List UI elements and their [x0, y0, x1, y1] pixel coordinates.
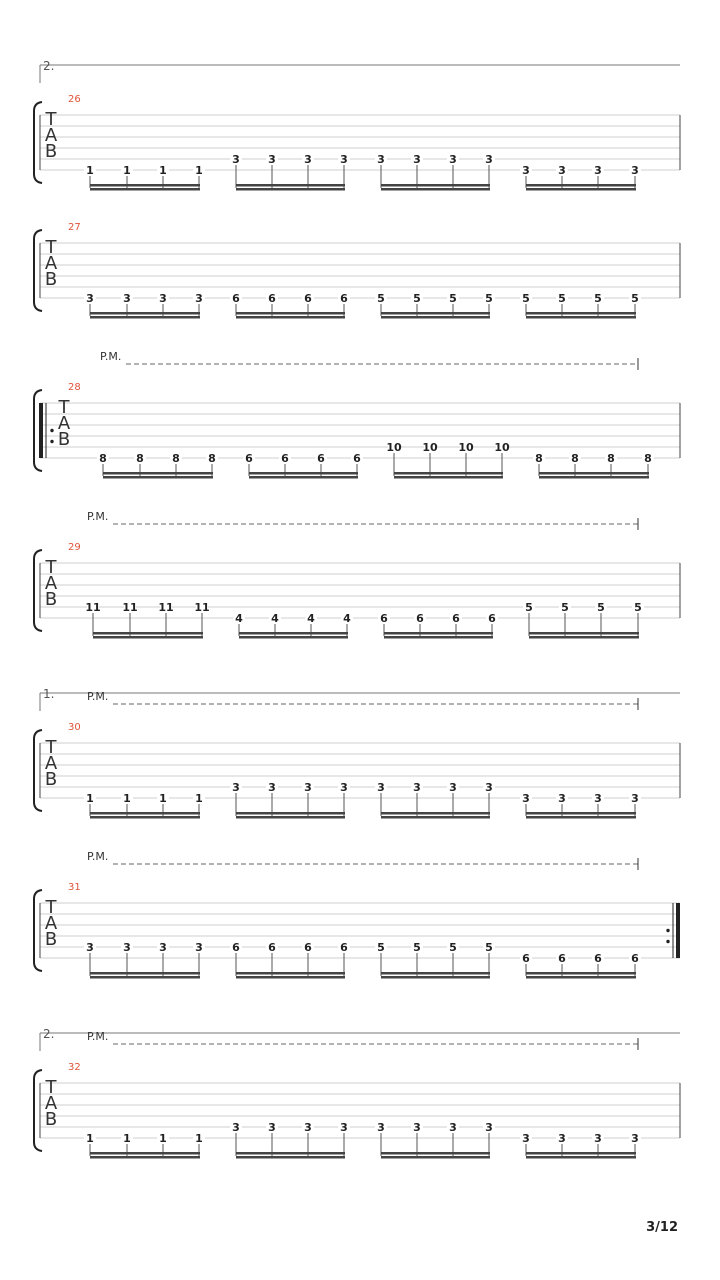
system-bracket: [34, 1070, 42, 1151]
tab-clef-letter: B: [44, 769, 58, 790]
beam: [93, 636, 203, 639]
palm-mute-label: P.M.: [87, 1030, 109, 1043]
fret-number: 6: [594, 952, 602, 965]
beam: [384, 632, 493, 635]
fret-number: 6: [281, 452, 289, 465]
tab-clef-letter: T: [45, 737, 57, 758]
beam: [90, 816, 200, 819]
system-bracket: [34, 230, 42, 311]
tab-clef-letter: T: [45, 237, 57, 258]
tab-clef-letter: T: [45, 897, 57, 918]
beam: [539, 476, 649, 479]
beam: [236, 812, 345, 815]
beam: [526, 972, 636, 975]
repeat-dot: [50, 429, 53, 432]
tab-clef-letter: B: [44, 141, 58, 162]
fret-number: 3: [449, 153, 457, 166]
fret-number: 6: [558, 952, 566, 965]
beam: [381, 972, 490, 975]
beam: [90, 1156, 200, 1159]
fret-number: 6: [304, 292, 312, 305]
fret-number: 1: [86, 1132, 94, 1145]
beam: [526, 976, 636, 979]
fret-number: 3: [413, 153, 421, 166]
fret-number: 6: [268, 292, 276, 305]
beam: [239, 636, 348, 639]
fret-number: 3: [558, 164, 566, 177]
fret-number: 3: [232, 781, 240, 794]
measure-number: 29: [68, 542, 81, 553]
fret-number: 8: [535, 452, 543, 465]
fret-number: 10: [494, 441, 510, 454]
fret-number: 3: [449, 1121, 457, 1134]
fret-number: 10: [422, 441, 438, 454]
system-bracket: [34, 890, 42, 971]
fret-number: 3: [377, 153, 385, 166]
beam: [526, 1156, 636, 1159]
fret-number: 8: [99, 452, 107, 465]
fret-number: 3: [268, 1121, 276, 1134]
palm-mute-label: P.M.: [87, 850, 109, 863]
fret-number: 3: [232, 1121, 240, 1134]
fret-number: 6: [488, 612, 496, 625]
fret-number: 6: [317, 452, 325, 465]
fret-number: 3: [195, 941, 203, 954]
fret-number: 3: [340, 781, 348, 794]
repeat-start-thick-bar: [39, 403, 43, 458]
fret-number: 8: [136, 452, 144, 465]
fret-number: 1: [123, 164, 131, 177]
fret-number: 3: [159, 292, 167, 305]
fret-number: 3: [232, 153, 240, 166]
fret-number: 5: [594, 292, 602, 305]
repeat-end-thick-bar: [676, 903, 680, 958]
repeat-dot: [50, 440, 53, 443]
palm-mute-label: P.M.: [100, 350, 122, 363]
fret-number: 6: [522, 952, 530, 965]
beam: [381, 184, 490, 187]
tab-clef-letter: A: [44, 1093, 58, 1114]
tab-clef-letter: T: [45, 1077, 57, 1098]
beam: [90, 188, 200, 191]
fret-number: 3: [631, 1132, 639, 1145]
beam: [103, 476, 213, 479]
beam: [90, 312, 200, 315]
fret-number: 3: [594, 1132, 602, 1145]
fret-number: 3: [594, 164, 602, 177]
fret-number: 5: [413, 292, 421, 305]
beam: [381, 1156, 490, 1159]
beam: [236, 1156, 345, 1159]
fret-number: 6: [380, 612, 388, 625]
fret-number: 1: [159, 792, 167, 805]
measure-number: 28: [68, 382, 81, 393]
fret-number: 3: [413, 781, 421, 794]
fret-number: 3: [86, 941, 94, 954]
fret-number: 1: [86, 164, 94, 177]
fret-number: 6: [245, 452, 253, 465]
fret-number: 3: [304, 1121, 312, 1134]
fret-number: 8: [607, 452, 615, 465]
beam: [526, 316, 636, 319]
fret-number: 3: [268, 153, 276, 166]
beam: [529, 636, 639, 639]
fret-number: 4: [307, 612, 315, 625]
fret-number: 5: [485, 292, 493, 305]
fret-number: 1: [86, 792, 94, 805]
beam: [384, 636, 493, 639]
beam: [526, 312, 636, 315]
fret-number: 8: [208, 452, 216, 465]
beam: [90, 972, 200, 975]
fret-number: 10: [458, 441, 474, 454]
system-bracket: [34, 730, 42, 811]
fret-number: 5: [449, 941, 457, 954]
fret-number: 3: [558, 1132, 566, 1145]
fret-number: 3: [413, 1121, 421, 1134]
fret-number: 6: [340, 292, 348, 305]
beam: [526, 1152, 636, 1155]
beam: [236, 972, 345, 975]
fret-number: 5: [485, 941, 493, 954]
beam: [90, 1152, 200, 1155]
tab-clef-letter: B: [44, 269, 58, 290]
fret-number: 6: [631, 952, 639, 965]
fret-number: 3: [86, 292, 94, 305]
beam: [236, 316, 345, 319]
tab-clef-letter: T: [45, 557, 57, 578]
fret-number: 3: [377, 1121, 385, 1134]
fret-number: 3: [159, 941, 167, 954]
beam: [249, 476, 358, 479]
fret-number: 5: [558, 292, 566, 305]
beam: [236, 976, 345, 979]
fret-number: 1: [159, 164, 167, 177]
fret-number: 11: [122, 601, 138, 614]
beam: [394, 476, 503, 479]
fret-number: 5: [377, 941, 385, 954]
fret-number: 3: [123, 292, 131, 305]
fret-number: 3: [522, 1132, 530, 1145]
fret-number: 6: [304, 941, 312, 954]
beam: [90, 316, 200, 319]
beam: [381, 1152, 490, 1155]
beam: [529, 632, 639, 635]
beam: [526, 812, 636, 815]
fret-number: 1: [195, 164, 203, 177]
beam: [526, 816, 636, 819]
tab-clef-letter: A: [57, 413, 71, 434]
fret-number: 3: [123, 941, 131, 954]
volta-label: 2.: [43, 59, 55, 73]
fret-number: 4: [343, 612, 351, 625]
beam: [394, 472, 503, 475]
fret-number: 1: [123, 792, 131, 805]
fret-number: 3: [522, 164, 530, 177]
fret-number: 8: [644, 452, 652, 465]
fret-number: 5: [522, 292, 530, 305]
system-bracket: [34, 102, 42, 183]
system-bracket: [34, 550, 42, 631]
beam: [381, 316, 490, 319]
beam: [103, 472, 213, 475]
fret-number: 8: [172, 452, 180, 465]
beam: [526, 184, 636, 187]
fret-number: 3: [340, 1121, 348, 1134]
fret-number: 3: [304, 153, 312, 166]
beam: [236, 816, 345, 819]
fret-number: 3: [195, 292, 203, 305]
fret-number: 5: [634, 601, 642, 614]
tab-clef-letter: B: [57, 429, 71, 450]
fret-number: 4: [271, 612, 279, 625]
measure-number: 31: [68, 882, 81, 893]
tab-clef-letter: A: [44, 253, 58, 274]
beam: [236, 184, 345, 187]
measure-number: 27: [68, 222, 81, 233]
fret-number: 6: [452, 612, 460, 625]
fret-number: 11: [158, 601, 174, 614]
beam: [93, 632, 203, 635]
tab-clef-letter: T: [45, 109, 57, 130]
fret-number: 3: [631, 164, 639, 177]
beam: [381, 976, 490, 979]
beam: [381, 816, 490, 819]
fret-number: 1: [195, 1132, 203, 1145]
fret-number: 3: [377, 781, 385, 794]
fret-number: 6: [268, 941, 276, 954]
fret-number: 3: [631, 792, 639, 805]
fret-number: 3: [594, 792, 602, 805]
tab-clef-letter: A: [44, 913, 58, 934]
beam: [381, 312, 490, 315]
volta-label: 2.: [43, 1027, 55, 1041]
fret-number: 5: [525, 601, 533, 614]
fret-number: 5: [561, 601, 569, 614]
repeat-dot: [666, 940, 669, 943]
beam: [239, 632, 348, 635]
fret-number: 5: [449, 292, 457, 305]
fret-number: 5: [597, 601, 605, 614]
tab-clef-letter: A: [44, 753, 58, 774]
fret-number: 6: [353, 452, 361, 465]
fret-number: 5: [631, 292, 639, 305]
volta-label: 1.: [43, 687, 55, 701]
measure-number: 26: [68, 94, 81, 105]
beam: [90, 812, 200, 815]
tab-clef-letter: A: [44, 573, 58, 594]
beam: [236, 312, 345, 315]
fret-number: 3: [340, 153, 348, 166]
measure-number: 30: [68, 722, 81, 733]
fret-number: 5: [413, 941, 421, 954]
fret-number: 6: [340, 941, 348, 954]
repeat-dot: [666, 929, 669, 932]
fret-number: 3: [485, 781, 493, 794]
beam: [381, 188, 490, 191]
fret-number: 1: [123, 1132, 131, 1145]
tab-clef-letter: T: [58, 397, 70, 418]
palm-mute-label: P.M.: [87, 690, 109, 703]
fret-number: 6: [232, 941, 240, 954]
beam: [90, 976, 200, 979]
page-number: 3/12: [646, 1220, 678, 1235]
fret-number: 3: [449, 781, 457, 794]
fret-number: 6: [416, 612, 424, 625]
beam: [236, 188, 345, 191]
measure-number: 32: [68, 1062, 81, 1073]
tab-clef-letter: B: [44, 1109, 58, 1130]
fret-number: 3: [558, 792, 566, 805]
beam: [90, 184, 200, 187]
fret-number: 1: [195, 792, 203, 805]
fret-number: 3: [522, 792, 530, 805]
tab-clef-letter: A: [44, 125, 58, 146]
fret-number: 10: [386, 441, 402, 454]
beam: [381, 812, 490, 815]
fret-number: 4: [235, 612, 243, 625]
fret-number: 1: [159, 1132, 167, 1145]
fret-number: 3: [485, 153, 493, 166]
fret-number: 8: [571, 452, 579, 465]
fret-number: 3: [485, 1121, 493, 1134]
beam: [539, 472, 649, 475]
palm-mute-label: P.M.: [87, 510, 109, 523]
beam: [236, 1152, 345, 1155]
fret-number: 3: [268, 781, 276, 794]
fret-number: 3: [304, 781, 312, 794]
fret-number: 6: [232, 292, 240, 305]
beam: [249, 472, 358, 475]
fret-number: 11: [194, 601, 210, 614]
fret-number: 5: [377, 292, 385, 305]
beam: [526, 188, 636, 191]
tab-clef-letter: B: [44, 929, 58, 950]
fret-number: 11: [85, 601, 101, 614]
tab-clef-letter: B: [44, 589, 58, 610]
